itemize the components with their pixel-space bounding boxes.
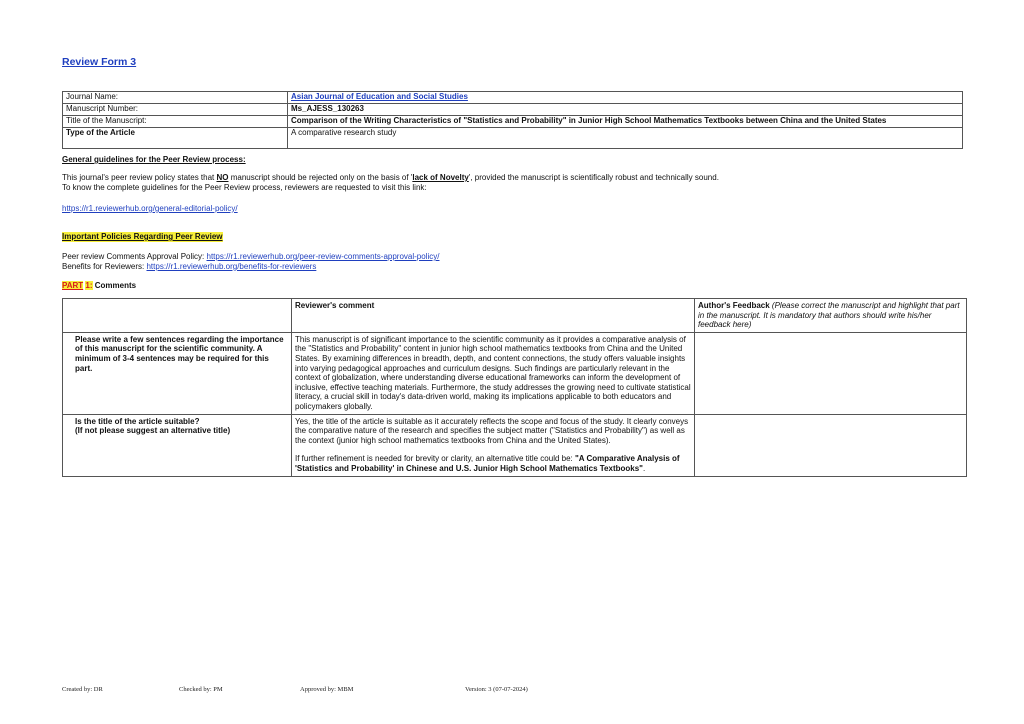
table-row [63,128,963,149]
footer-checked-by: Checked by: PM [179,686,223,693]
no-emphasis: NO [216,173,229,182]
author-feedback-instruction: (Please correct the manuscript and highlight that part in the manuscript. It is mandatory that authors should write his/her feedback here) [698,301,960,330]
header-empty-cell [63,299,292,333]
benefits-link[interactable]: https://r1.reviewerhub.org/benefits-for-reviewers [146,261,317,271]
alternative-title-intro: If further refinement is needed for brevity or clarity, an alternative title could be: [295,454,575,464]
alternative-title-paragraph [295,454,691,473]
guidelines-link-intro: To know the complete guidelines for the Peer Review process, reviewers are requested to visit this link: [62,182,427,192]
header-reviewer-comment: Reviewer's comment [292,299,695,333]
table-row [63,116,963,128]
manuscript-number-label: Manuscript Number: [63,104,288,116]
table-row [63,414,967,476]
question-title-line2: (If not please suggest an alternative title) [75,426,231,436]
journal-name-link[interactable]: Asian Journal of Education and Social Studies [291,92,468,101]
title-comment-paragraph: Yes, the title of the article is suitable as it accurately reflects the scope and focus of the study. It clearly conveys the comparative nature of the research and specifies the subject matter ("Statistics and Probability") as well as the context (junior high school mathematics textbooks from China and the United States). [295,416,689,445]
editorial-policy-link[interactable]: https://r1.reviewerhub.org/general-editorial-policy/ [62,204,238,213]
comments-table [62,298,967,477]
benefits-label: Benefits for Reviewers: [62,261,147,271]
journal-name-cell [288,92,963,104]
manuscript-title-label: Title of the Manuscript: [63,116,288,128]
manuscript-number-value: Ms_AJESS_130263 [288,104,963,116]
author-feedback-title: Author's Feedback [698,301,770,310]
header-author-feedback [695,299,967,333]
reviewer-comment-importance: This manuscript is of significant importance to the scientific community as it provides a comparative analysis of the "Statistics and Probability" content in junior high school mathematics textbooks from China and the United States. By examining differences in breadth, depth, and content connections, the study offers valuable insights into varying pedagogical approaches and curriculum designs. Such findings are particularly relevant in the context of globalization, where understanding diverse educational frameworks can inform the development of inclusive, effective teaching materials. Furthermore, the study addresses the growing need to cultivate statistical literacy, a crucial skill in today's data-driven world, making its implications applicable to both educators and policymakers globally. [292,332,695,414]
question-title-suitability [63,414,292,476]
approval-policy-label: Peer review Comments Approval Policy: [62,252,207,261]
article-type-label: Type of the Article [63,128,288,149]
journal-name-label: Journal Name: [63,92,288,104]
article-type-value: A comparative research study [288,128,963,149]
lack-of-novelty-emphasis: lack of Novelty [412,173,469,182]
manuscript-title-value: Comparison of the Writing Characteristics of "Statistics and Probability" in Junior High School Mathematics Textbooks between China and the United States [288,116,963,128]
guidelines-heading: General guidelines for the Peer Review process: [62,155,246,164]
footer-approved-by: Approved by: MBM [300,686,354,693]
guidelines-paragraph [62,173,982,193]
policies-heading: Important Policies Regarding Peer Review [62,232,223,241]
table-row [63,332,967,414]
table-row [63,92,963,104]
table-header-row [63,299,967,333]
reviewer-comment-title [292,414,695,476]
table-row [63,104,963,116]
manuscript-info-table [62,91,963,149]
policies-list [62,252,439,272]
question-importance: Please write a few sentences regarding the importance of this manuscript for the scientific community. A minimum of 3-4 sentences may be required for this part. [63,332,292,414]
guidelines-text: This journal's peer review policy states that [62,173,217,182]
part-title: Comments [92,281,137,290]
guidelines-text: ', provided the manuscript is scientifically robust and technically sound. [468,173,719,182]
author-feedback-title[interactable] [695,414,967,476]
form-title: Review Form 3 [62,56,137,68]
part-label: PART [62,281,84,290]
guidelines-text: manuscript should be rejected only on the basis of ' [228,173,413,182]
alternative-title-end: . [642,463,646,473]
part1-heading [62,281,136,291]
benefits-line [62,262,439,272]
author-feedback-importance[interactable] [695,332,967,414]
question-title-line1: Is the title of the article suitable? [75,416,200,426]
approval-policy-line [62,252,439,262]
alternative-title: "A Comparative Analysis of 'Statistics and Probability' in Chinese and U.S. Junior High School Mathematics Textbooks" [295,454,680,473]
footer-created-by: Created by: DR [62,686,103,693]
part-number: 1: [85,281,93,290]
approval-policy-link[interactable]: https://r1.reviewerhub.org/peer-review-comments-approval-policy/ [206,252,440,261]
footer-version: Version: 3 (07-07-2024) [465,686,528,693]
